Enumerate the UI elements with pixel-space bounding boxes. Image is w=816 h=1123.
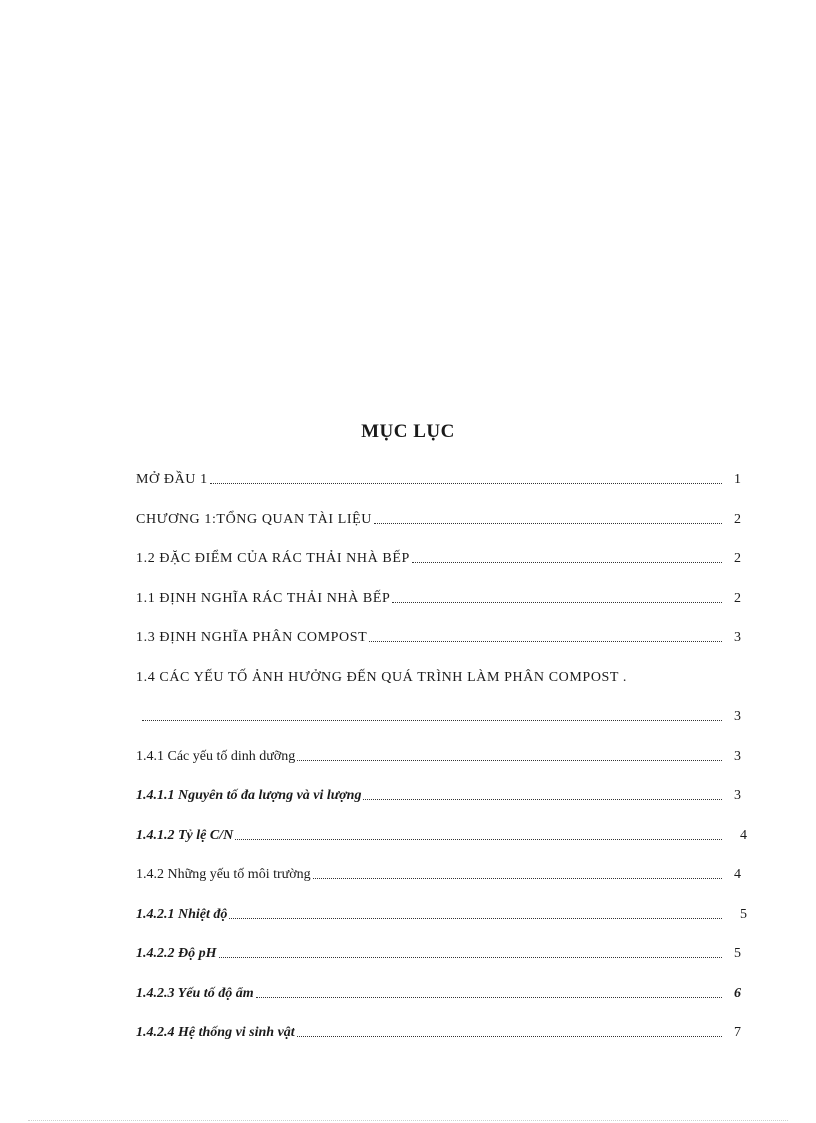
toc-entry-label: 1.4.2.4 Hệ thống vi sinh vật [136, 1025, 295, 1040]
toc-entry-1-3[interactable] [136, 624, 726, 646]
toc-entry-label: 1.4.2.1 Nhiệt độ [136, 907, 228, 922]
toc-entry-page: 3 [734, 709, 741, 724]
dot-leader [412, 561, 722, 563]
dot-leader [297, 1035, 722, 1037]
toc-entry-page: 5 [740, 907, 747, 922]
dot-leader [363, 798, 722, 800]
toc-title: MỤC LỤC [361, 421, 455, 442]
toc-entry-chuong-1[interactable] [136, 506, 726, 528]
toc-entry-page: 4 [734, 867, 741, 882]
toc-entry-1-2[interactable] [136, 545, 726, 567]
toc-entry-label: 1.4.2.3 Yếu tố độ ẩm [136, 986, 254, 1001]
toc-entry-page: 4 [740, 828, 747, 843]
toc-entry-label: 1.3 ĐỊNH NGHĨA PHÂN COMPOST [136, 630, 368, 645]
page-bottom-divider [28, 1120, 788, 1121]
toc-entry-label: 1.1 ĐỊNH NGHĨA RÁC THẢI NHÀ BẾP [136, 591, 391, 606]
toc-entry-page: 6 [734, 986, 741, 1001]
toc-entry-label: 1.4.2.2 Độ pH [136, 946, 217, 961]
toc-entry-1-4-2-3[interactable] [136, 980, 726, 1002]
dot-leader [235, 838, 722, 840]
dot-leader [313, 877, 722, 879]
toc-entry-page: 3 [734, 749, 741, 764]
toc-entry-label: 1.4.2 Những yếu tố môi trường [136, 867, 311, 882]
dot-leader [219, 956, 723, 958]
toc-entry-page: 1 [734, 472, 741, 487]
dot-leader [229, 917, 722, 919]
toc-entry-label: 1.4.1.2 Tỷ lệ C/N [136, 828, 234, 843]
toc-entry-1-4-2[interactable] [136, 861, 726, 883]
toc-entry-1-1[interactable] [136, 585, 726, 607]
dot-leader [256, 996, 722, 998]
toc-entry-label: 1.4.1.1 Nguyên tố đa lượng và vi lượng [136, 788, 362, 803]
toc-entry-1-4-2-2[interactable] [136, 940, 726, 962]
dot-leader [297, 759, 722, 761]
toc-entry-page: 2 [734, 591, 741, 606]
toc-entry-mo-dau[interactable] [136, 466, 726, 488]
dot-leader [369, 640, 722, 642]
toc-entry-1-4-continuation[interactable] [136, 703, 726, 725]
toc-entry-page: 3 [734, 788, 741, 803]
toc-entry-1-4-1-2[interactable] [136, 822, 726, 844]
toc-entry-page: 2 [734, 551, 741, 566]
toc-entry-1-4-1[interactable] [136, 743, 726, 765]
dot-leader [374, 522, 722, 524]
dot-leader [142, 719, 722, 721]
toc-entry-label: 1.4.1 Các yếu tố dinh dưỡng [136, 749, 296, 764]
toc-entry-page: 3 [734, 630, 741, 645]
toc-entry-label: 1.4 CÁC YẾU TỐ ẢNH HƯỞNG ĐẾN QUÁ TRÌNH LÀM PHÂN COMPOST . [136, 670, 628, 685]
toc-entry-1-4[interactable] [136, 664, 748, 686]
dot-leader [392, 601, 722, 603]
dot-leader [210, 482, 722, 484]
toc-entry-label: MỞ ĐẦU 1 [136, 472, 208, 487]
toc-entry-1-4-2-4[interactable] [136, 1019, 726, 1041]
toc-entry-page: 5 [734, 946, 741, 961]
toc-entry-page: 7 [734, 1025, 741, 1040]
toc-entry-page: 2 [734, 512, 741, 527]
toc-entry-1-4-2-1[interactable] [136, 901, 726, 923]
toc-entry-label: CHƯƠNG 1:TỔNG QUAN TÀI LIỆU [136, 512, 373, 527]
toc-entry-label: 1.2 ĐẶC ĐIỂM CỦA RÁC THẢI NHÀ BẾP [136, 551, 410, 566]
toc-entry-1-4-1-1[interactable] [136, 782, 726, 804]
